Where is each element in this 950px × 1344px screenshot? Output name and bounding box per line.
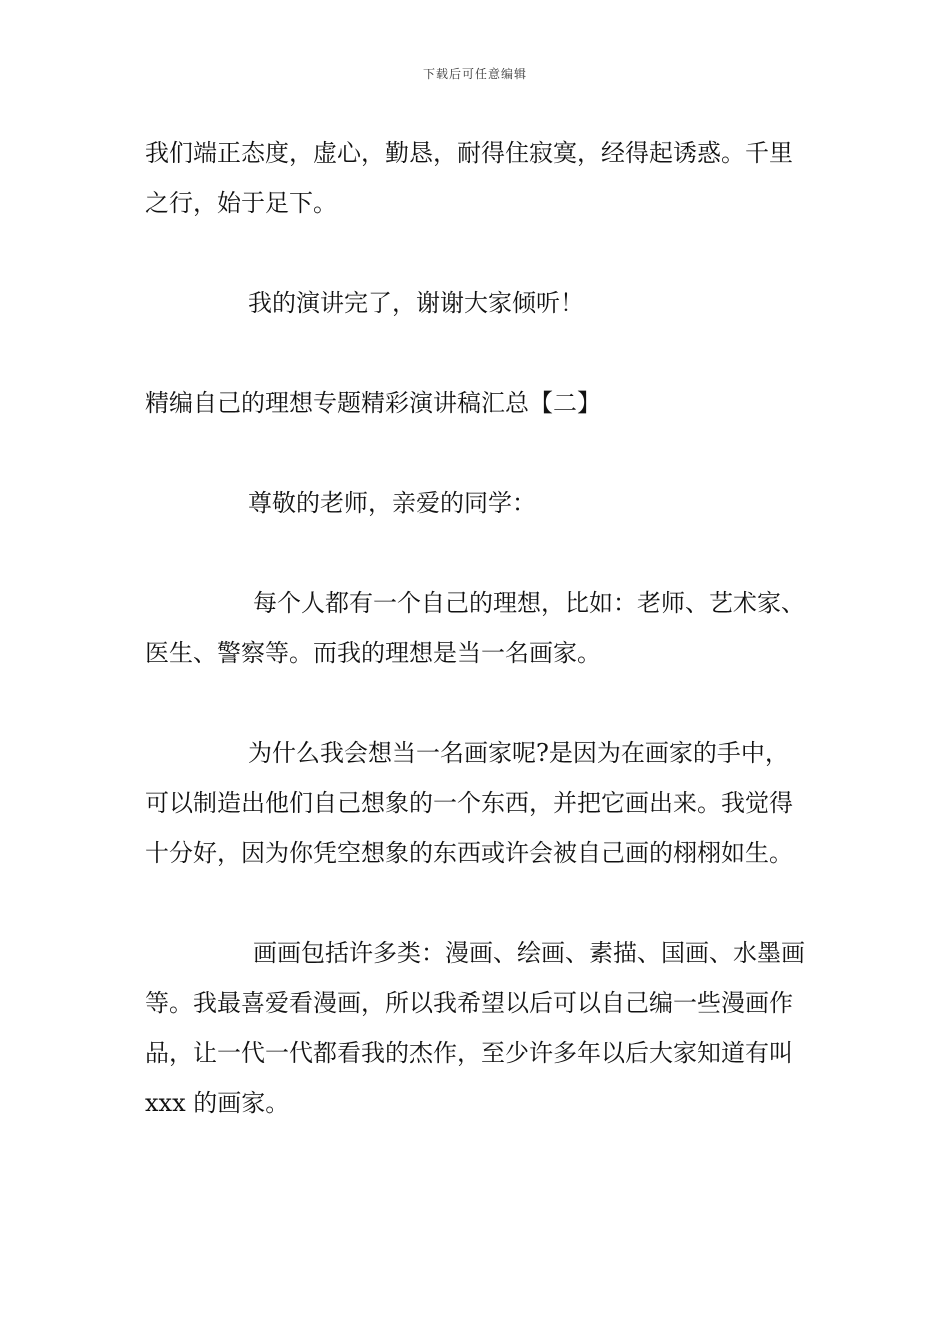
- paragraph-spacer: [145, 228, 810, 278]
- paragraph-closing-advice: 我们端正态度，虚心，勤恳，耐得住寂寞，经得起诱惑。千里之行，始于足下。: [145, 139, 793, 217]
- paragraph-ideals: 每个人都有一个自己的理想，比如：老师、艺术家、医生、警察等。而我的理想是当一名画家。: [145, 589, 805, 667]
- paragraph-why-painter: 为什么我会想当一名画家呢?是因为在画家的手中，可以制造出他们自己想象的一个东西，并把它画出来。我觉得十分好，因为你凭空想象的东西或许会被自己画的栩栩如生。: [145, 739, 793, 867]
- paragraph-speech-end: 我的演讲完了，谢谢大家倾听！: [248, 289, 584, 317]
- section-title: 精编自己的理想专题精彩演讲稿汇总【二】: [145, 389, 601, 417]
- paragraph-spacer: [145, 678, 810, 728]
- page-header-note: 下载后可任意编辑: [422, 67, 527, 81]
- document-body: [145, 128, 810, 1128]
- paragraph-greeting: 尊敬的老师，亲爱的同学：: [248, 489, 536, 517]
- paragraph-spacer: [145, 878, 810, 928]
- paragraph-spacer: [145, 328, 810, 378]
- paragraph-spacer: [145, 428, 810, 478]
- paragraph-spacer: [145, 528, 810, 578]
- paragraph-painting-types: 画画包括许多类：漫画、绘画、素描、国画、水墨画等。我最喜爱看漫画，所以我希望以后可以自己编一些漫画作品，让一代一代都看我的杰作，至少许多年以后大家知道有叫 xxx 的画家。: [145, 939, 805, 1117]
